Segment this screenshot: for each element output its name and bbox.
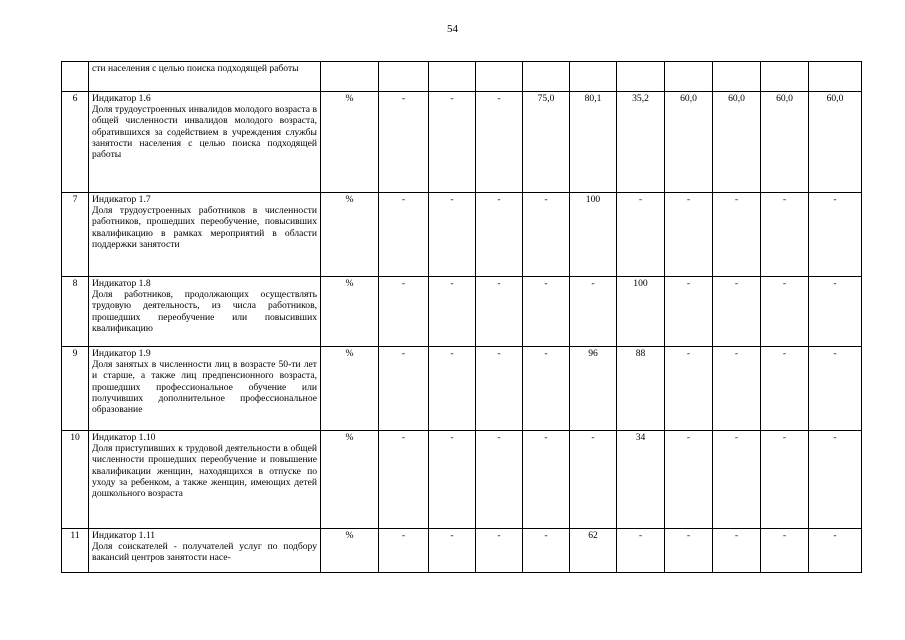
- value-cell: -: [713, 529, 761, 573]
- value-cell: 35,2: [617, 92, 665, 193]
- value-cell: -: [761, 347, 809, 431]
- row-number-cell: 8: [62, 277, 89, 347]
- value-cell: -: [809, 529, 862, 573]
- row-number-cell: 11: [62, 529, 89, 573]
- value-cell: 80,1: [570, 92, 617, 193]
- value-cell: -: [429, 92, 476, 193]
- value-cell: -: [713, 431, 761, 529]
- indicator-description-cell: [89, 277, 321, 347]
- value-cell: -: [713, 347, 761, 431]
- table-row: [62, 277, 862, 347]
- value-cell: -: [429, 529, 476, 573]
- row-number-cell: 10: [62, 431, 89, 529]
- indicator-text: Доля работников, продолжающих осуществлять трудовую деятельность, из числа работников, прошедших переобучение или повысивших квалификацию: [92, 289, 317, 334]
- value-cell: [476, 62, 523, 92]
- unit-cell: %: [321, 277, 379, 347]
- indicator-text: Доля трудоустроенных инвалидов молодого возраста в общей численности инвалидов молодого возраста, обратившихся за содействием в учреждения службы занятости населения с целью поиска подходящей работы: [92, 104, 317, 161]
- unit-cell: %: [321, 529, 379, 573]
- value-cell: -: [476, 431, 523, 529]
- unit-cell: %: [321, 92, 379, 193]
- value-cell: 100: [570, 193, 617, 277]
- value-cell: 88: [617, 347, 665, 431]
- value-cell: [523, 62, 570, 92]
- value-cell: -: [665, 277, 713, 347]
- indicator-description-cell: [89, 193, 321, 277]
- value-cell: -: [429, 347, 476, 431]
- value-cell: -: [476, 193, 523, 277]
- indicator-text: сти населения с целью поиска подходящей работы: [92, 63, 299, 74]
- unit-cell: %: [321, 193, 379, 277]
- value-cell: 100: [617, 277, 665, 347]
- value-cell: -: [379, 277, 429, 347]
- value-cell: -: [761, 193, 809, 277]
- indicator-description-cell: [89, 431, 321, 529]
- value-cell: -: [379, 92, 429, 193]
- value-cell: -: [523, 347, 570, 431]
- indicator-text: Доля занятых в численности лиц в возрасте 50-ти лет и старше, а также лиц предпенсионного возраста, прошедших профессиональное обучение или получивших дополнительное профессиональное образование: [92, 359, 317, 416]
- value-cell: [761, 62, 809, 92]
- indicator-title: Индикатор 1.11: [92, 530, 156, 541]
- value-cell: -: [429, 193, 476, 277]
- indicator-title: Индикатор 1.9: [92, 348, 151, 359]
- row-number-cell: 7: [62, 193, 89, 277]
- value-cell: [713, 62, 761, 92]
- indicator-text: Доля приступивших к трудовой деятельности в общей численности прошедших переобучение и повышение квалификации женщин, находящихся в отпуске по уходу за ребенком, а также женщин, имеющих детей дошкольного возраста: [92, 443, 317, 500]
- value-cell: -: [665, 431, 713, 529]
- value-cell: [429, 62, 476, 92]
- value-cell: 96: [570, 347, 617, 431]
- value-cell: [570, 62, 617, 92]
- value-cell: 60,0: [665, 92, 713, 193]
- indicator-description-cell: [89, 92, 321, 193]
- indicator-text: Доля трудоустроенных работников в численности работников, прошедших переобучение, повысивших квалификацию в рамках мероприятий в области поддержки занятости: [92, 205, 317, 250]
- value-cell: -: [523, 529, 570, 573]
- value-cell: -: [379, 529, 429, 573]
- value-cell: -: [523, 277, 570, 347]
- value-cell: 75,0: [523, 92, 570, 193]
- value-cell: -: [429, 431, 476, 529]
- indicator-title: Индикатор 1.10: [92, 432, 156, 443]
- value-cell: -: [379, 193, 429, 277]
- value-cell: -: [665, 529, 713, 573]
- unit-cell: %: [321, 347, 379, 431]
- table-body: [62, 62, 862, 573]
- value-cell: -: [713, 193, 761, 277]
- unit-cell: [321, 62, 379, 92]
- unit-cell: %: [321, 431, 379, 529]
- table-row-continuation: [62, 62, 862, 92]
- value-cell: -: [523, 431, 570, 529]
- value-cell: -: [809, 431, 862, 529]
- value-cell: -: [523, 193, 570, 277]
- value-cell: [809, 62, 862, 92]
- row-number-cell: [62, 62, 89, 92]
- value-cell: -: [570, 431, 617, 529]
- value-cell: -: [379, 347, 429, 431]
- row-number-cell: 6: [62, 92, 89, 193]
- value-cell: -: [713, 277, 761, 347]
- value-cell: -: [665, 347, 713, 431]
- value-cell: -: [761, 431, 809, 529]
- indicator-title: Индикатор 1.6: [92, 93, 151, 104]
- indicator-description-cell: [89, 62, 321, 92]
- value-cell: -: [570, 277, 617, 347]
- value-cell: [665, 62, 713, 92]
- table-row: [62, 347, 862, 431]
- page-number: 54: [447, 23, 458, 35]
- value-cell: -: [617, 529, 665, 573]
- value-cell: [379, 62, 429, 92]
- table-row: [62, 529, 862, 573]
- value-cell: -: [476, 277, 523, 347]
- value-cell: -: [761, 529, 809, 573]
- indicator-title: Индикатор 1.8: [92, 278, 151, 289]
- indicator-text: Доля соискателей - получателей услуг по подбору вакансий центров занятости насе-: [92, 541, 317, 564]
- indicator-description-cell: [89, 529, 321, 573]
- table-row: [62, 92, 862, 193]
- value-cell: -: [617, 193, 665, 277]
- value-cell: [617, 62, 665, 92]
- value-cell: 62: [570, 529, 617, 573]
- value-cell: -: [476, 347, 523, 431]
- value-cell: 60,0: [761, 92, 809, 193]
- row-number-cell: 9: [62, 347, 89, 431]
- table-row: [62, 193, 862, 277]
- value-cell: -: [809, 347, 862, 431]
- value-cell: -: [809, 277, 862, 347]
- table-row: [62, 431, 862, 529]
- value-cell: -: [429, 277, 476, 347]
- value-cell: -: [809, 193, 862, 277]
- value-cell: -: [761, 277, 809, 347]
- indicator-title: Индикатор 1.7: [92, 194, 151, 205]
- value-cell: 34: [617, 431, 665, 529]
- value-cell: -: [476, 92, 523, 193]
- indicator-description-cell: [89, 347, 321, 431]
- value-cell: -: [379, 431, 429, 529]
- value-cell: -: [665, 193, 713, 277]
- indicators-table: [61, 61, 862, 573]
- value-cell: 60,0: [809, 92, 862, 193]
- value-cell: 60,0: [713, 92, 761, 193]
- value-cell: -: [476, 529, 523, 573]
